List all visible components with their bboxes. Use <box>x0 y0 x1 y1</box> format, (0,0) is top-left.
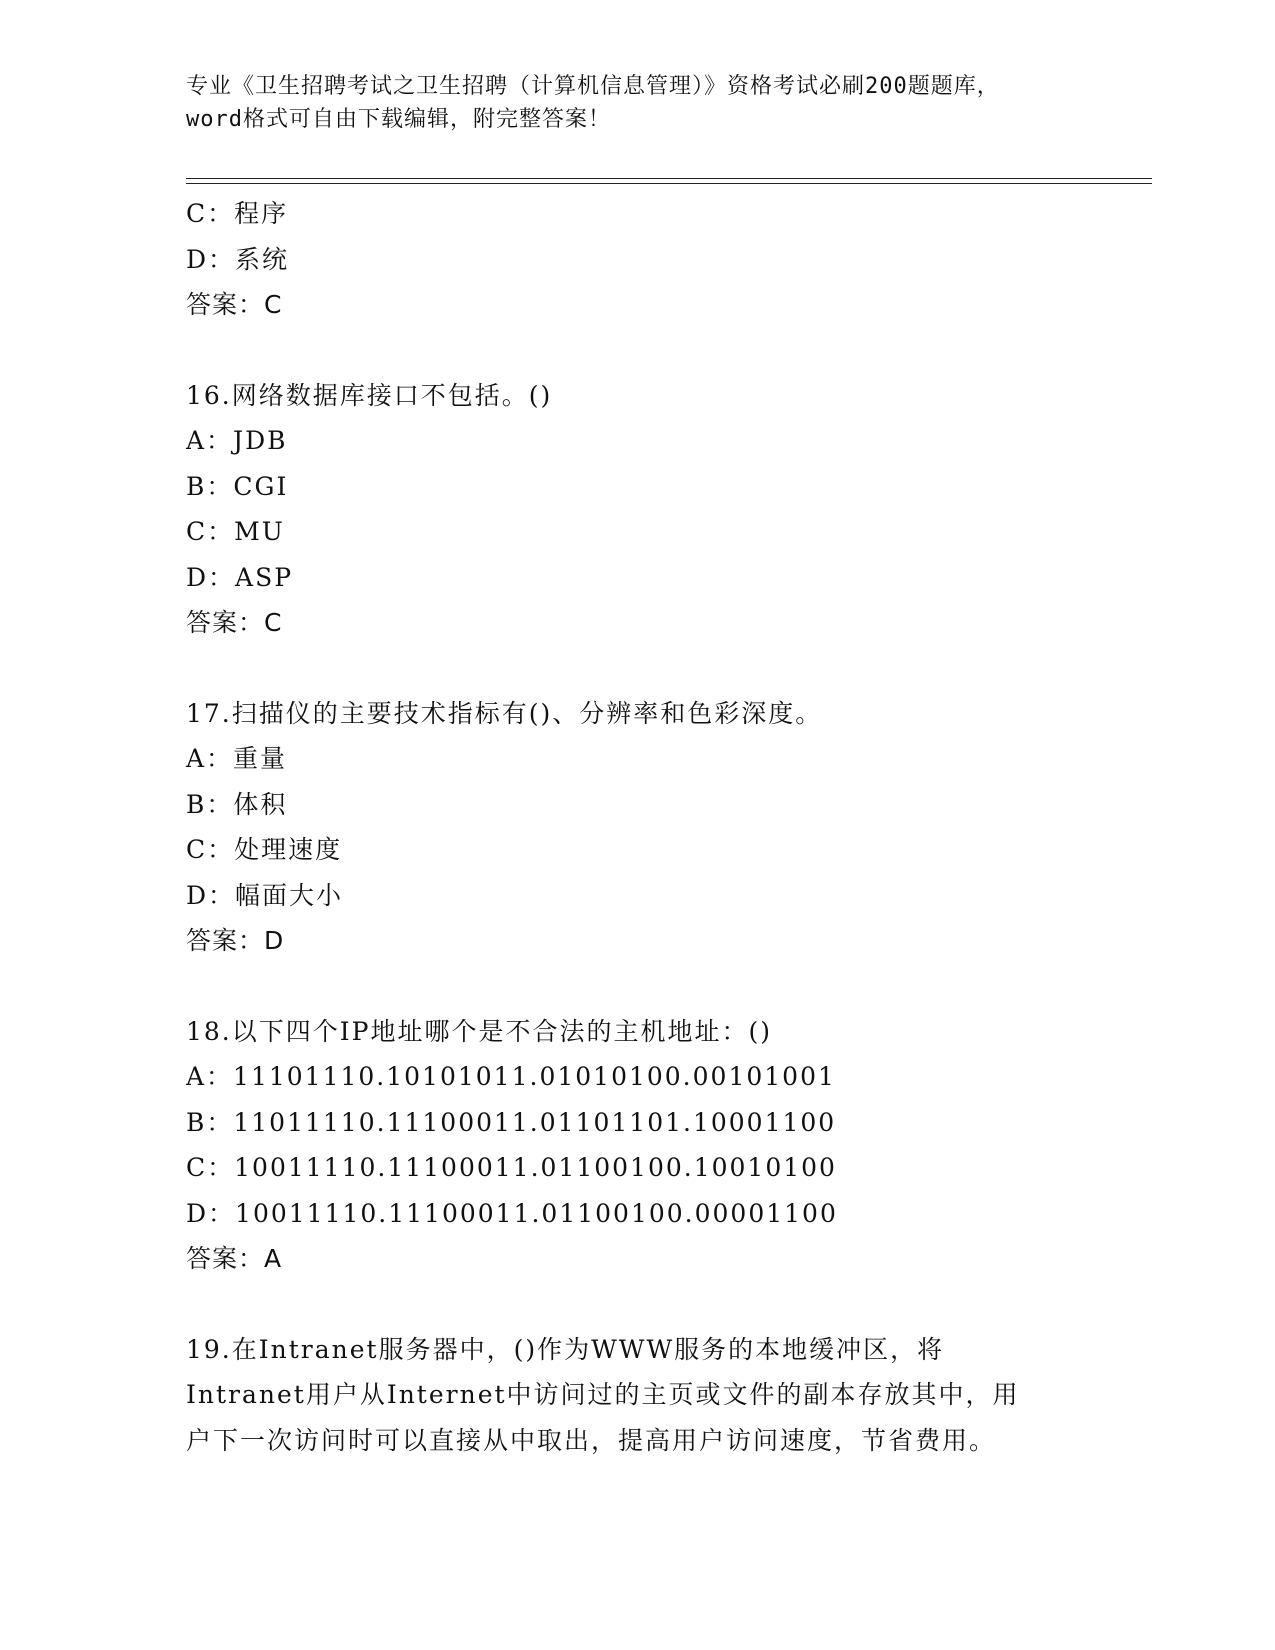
answer: 答案：D <box>186 926 285 955</box>
question-text-line-1: 19.在Intranet服务器中，()作为WWW服务的本地缓冲区，将 <box>186 1334 945 1364</box>
question-text: 18.以下四个IP地址哪个是不合法的主机地址：() <box>186 1016 772 1046</box>
option-a: A：JDB <box>186 426 288 455</box>
question-17 <box>186 691 1086 964</box>
option-c: C：MU <box>186 517 285 546</box>
option-c: C：10011110.11100011.01100100.10010100 <box>186 1153 837 1182</box>
question-text: 16.网络数据库接口不包括。() <box>186 380 553 410</box>
option-d: D：幅面大小 <box>186 880 344 910</box>
question-18 <box>186 1009 1086 1282</box>
option-d: D：10011110.11100011.01100100.00001100 <box>186 1198 838 1228</box>
document-header <box>186 70 1086 136</box>
option-b: B：11011110.11100011.01101101.10001100 <box>186 1107 837 1137</box>
question-19 <box>186 1327 1086 1464</box>
question-text-line-2: Intranet用户从Internet中访问过的主页或文件的副本存放其中，用 <box>186 1380 1020 1409</box>
header-divider-bottom <box>186 183 1152 184</box>
option-a: A：重量 <box>186 744 288 773</box>
question-15 <box>186 191 1086 328</box>
answer: 答案：C <box>186 608 283 637</box>
option-a: A：11101110.10101011.01010100.00101001 <box>186 1062 836 1091</box>
question-16 <box>186 373 1086 646</box>
question-text-line-3: 户下一次访问时可以直接从中取出，提高用户访问速度，节省费用。 <box>186 1425 997 1455</box>
option-b: B：体积 <box>186 789 288 819</box>
answer: 答案：C <box>186 290 283 319</box>
question-text: 17.扫描仪的主要技术指标有()、分辨率和色彩深度。 <box>186 698 823 728</box>
header-line-1: 专业《卫生招聘考试之卫生招聘（计算机信息管理）》资格考试必刷200题题库， <box>186 74 1000 99</box>
question-list <box>186 191 1086 1463</box>
header-line-2: word格式可自由下载编辑，附完整答案！ <box>186 107 611 132</box>
option-d: D：系统 <box>186 244 290 274</box>
header-divider-top <box>186 178 1152 179</box>
option-c: C：程序 <box>186 199 289 228</box>
answer: 答案：A <box>186 1244 283 1273</box>
option-d: D：ASP <box>186 562 294 592</box>
option-c: C：处理速度 <box>186 835 343 864</box>
option-b: B：CGI <box>186 471 289 501</box>
